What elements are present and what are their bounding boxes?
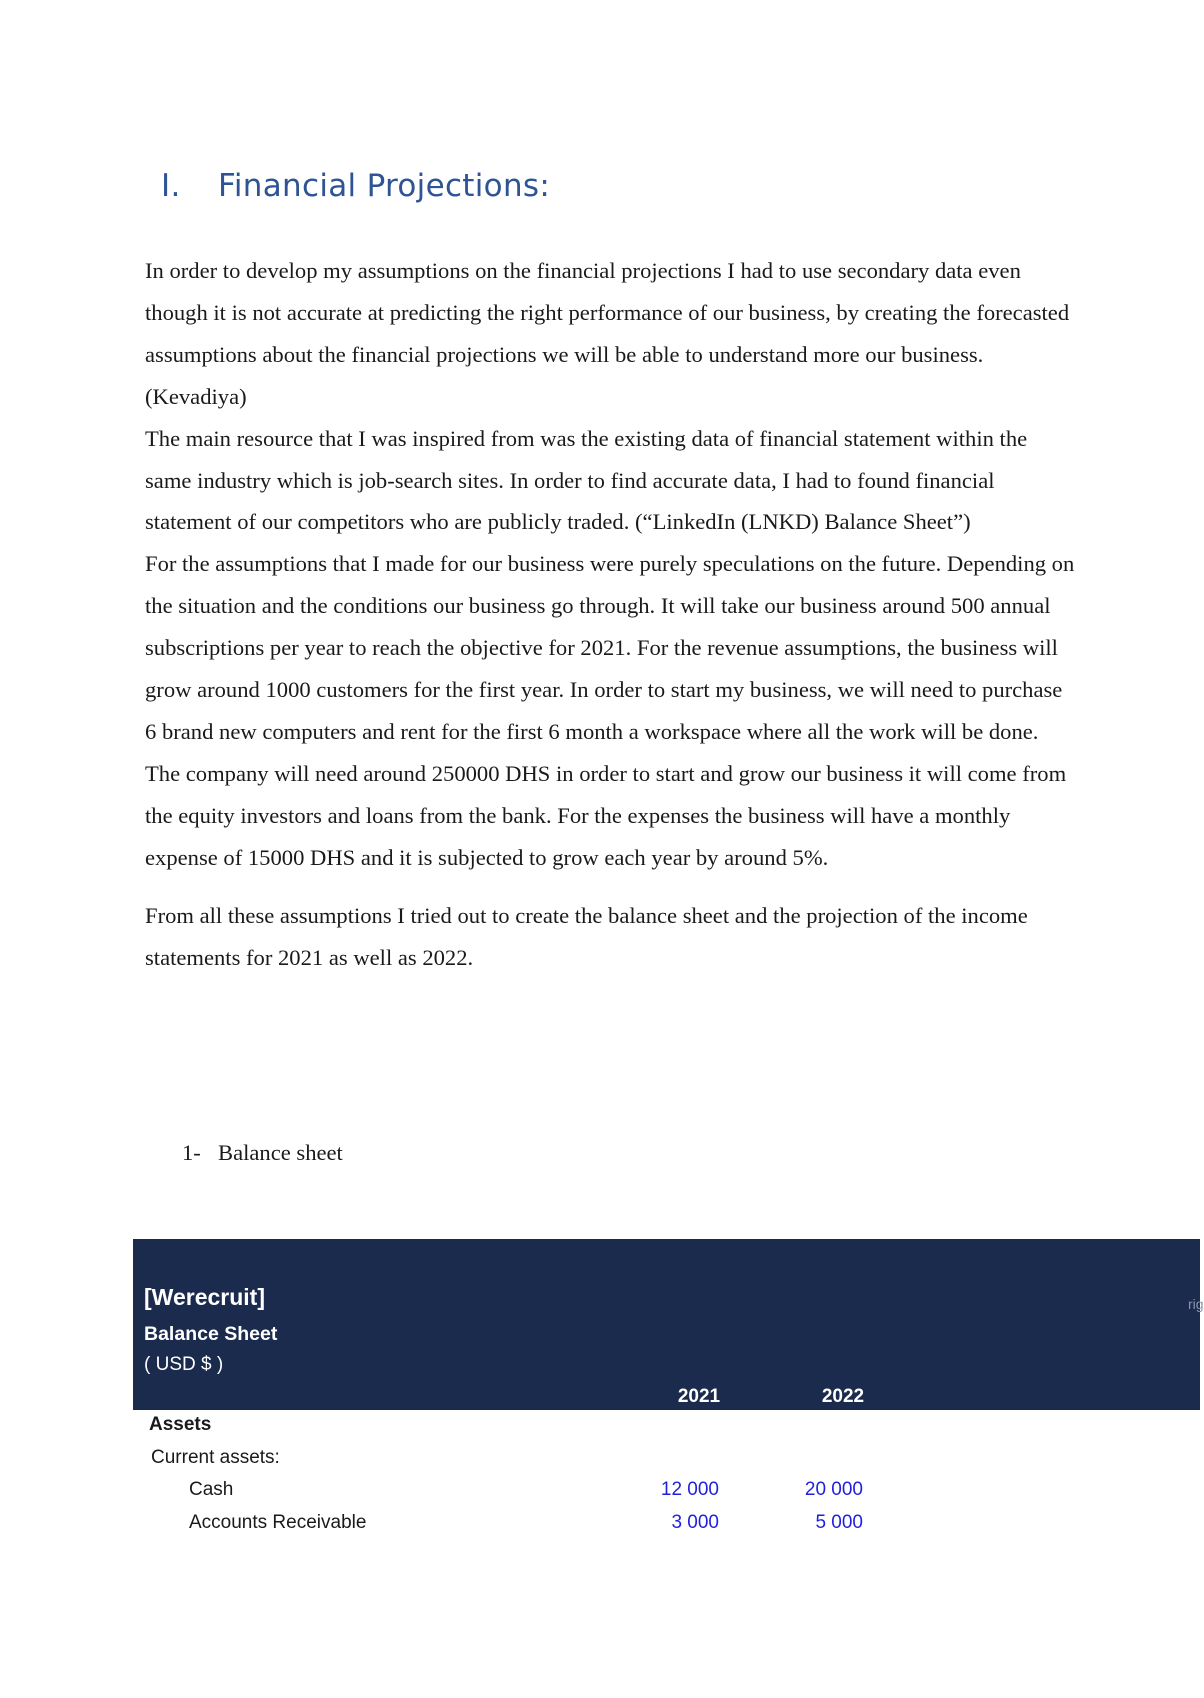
cut-off-text: rig [1188, 1296, 1204, 1312]
row-label: Cash [189, 1479, 234, 1500]
body-text [145, 250, 1075, 978]
value-cell: 3 000 [671, 1511, 719, 1533]
section-number: I. [161, 168, 181, 204]
value-cell: 12 000 [660, 1479, 719, 1500]
group-label-current-assets: Current assets: [151, 1446, 280, 1468]
balance-sheet-body [133, 1410, 1200, 1540]
year-header-2022: 2022 [821, 1386, 865, 1407]
list-marker: 1- [182, 1140, 201, 1165]
currency-label: ( USD $ ) [144, 1354, 224, 1375]
year-header-2021: 2021 [677, 1386, 721, 1407]
table-row [133, 1475, 1200, 1508]
value-cell: 5 000 [815, 1511, 863, 1533]
paragraph: In order to develop my assumptions on the financial projections I had to use secondary data even though it is not accurate at predicting the right performance of our business, by creating the forecasted assumptions about the financial projections we will be able to understand more our business. (Kevadiya) [145, 258, 1070, 409]
table-row [133, 1508, 1200, 1541]
group-row [133, 1443, 1200, 1476]
sheet-title: Balance Sheet [144, 1323, 278, 1345]
section-heading [161, 168, 550, 204]
balance-sheet-header [133, 1239, 1204, 1410]
value-cell: 20 000 [804, 1479, 863, 1500]
paragraph: From all these assumptions I tried out to create the balance sheet and the projection of the income statements for 2021 as well as 2022. [145, 902, 1028, 970]
list-item-label: Balance sheet [218, 1140, 343, 1165]
row-label: Accounts Receivable [189, 1511, 367, 1533]
section-row [133, 1410, 1200, 1443]
paragraph: The main resource that I was inspired from was the existing data of financial statement within the same industry which is job-search sites. In order to find accurate data, I had to found financial statement of our competitors who are publicly traded. (“LinkedIn (LNKD) Balance Sheet”) [145, 425, 1028, 535]
section-title: Financial Projections: [218, 168, 551, 204]
paragraph: For the assumptions that I made for our business were purely speculations on the future. Depending on the situation and the conditions our business go through. It will take our business around 500 annual subscriptions per year to reach the objective for 2021. For the revenue assumptions, the business will grow around 1000 customers for the first year. In order to start my business, we will need to purchase 6 brand new computers and rent for the first 6 month a workspace where all the work will be done. The company will need around 250000 DHS in order to start and grow our business it will come from the equity investors and loans from the bank. For the expenses the business will have a monthly expense of 15000 DHS and it is subjected to grow each year by around 5%. [145, 551, 1075, 870]
section-label-assets: Assets [149, 1414, 212, 1435]
numbered-list-item [182, 1138, 343, 1168]
company-name: [Werecruit] [144, 1284, 265, 1310]
